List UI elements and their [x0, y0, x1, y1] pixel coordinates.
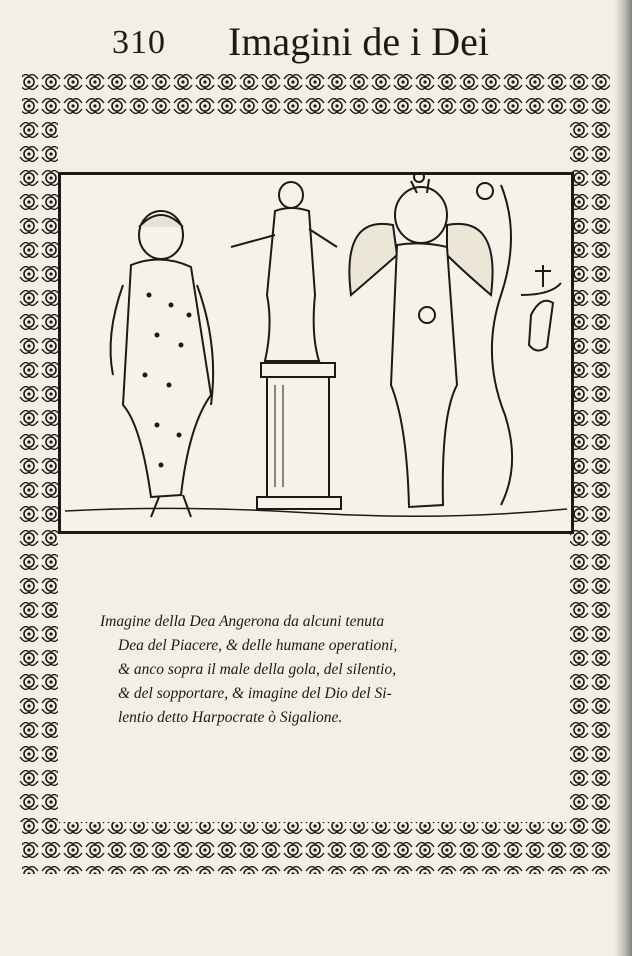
illustration-caption — [100, 610, 540, 730]
border-left — [18, 122, 58, 822]
border-bottom — [22, 822, 610, 874]
page-number: 310 — [112, 24, 166, 61]
figure-harpocrate — [111, 211, 214, 517]
caption-line-5: lentio detto Harpocrate ò Sigalione. — [118, 709, 343, 726]
border-top — [22, 70, 610, 122]
figure-angerona — [231, 182, 341, 509]
caption-line-1: Imagine della Dea Angerona da alcuni tenuta — [100, 613, 385, 630]
caption-line-4: & del sopportare, & imagine del Dio del Si- — [118, 685, 392, 702]
border-right — [570, 122, 610, 822]
caption-line-2: Dea del Piacere, & delle humane operationi, — [118, 637, 398, 654]
woodcut-illustration — [58, 172, 574, 534]
page-header — [0, 16, 632, 70]
caption-line-3: & anco sopra il male della gola, del silentio, — [118, 661, 397, 678]
page-edge-shadow — [614, 0, 632, 956]
running-title: Imagini de i Dei — [228, 19, 490, 64]
figure-sigalione — [349, 175, 561, 507]
